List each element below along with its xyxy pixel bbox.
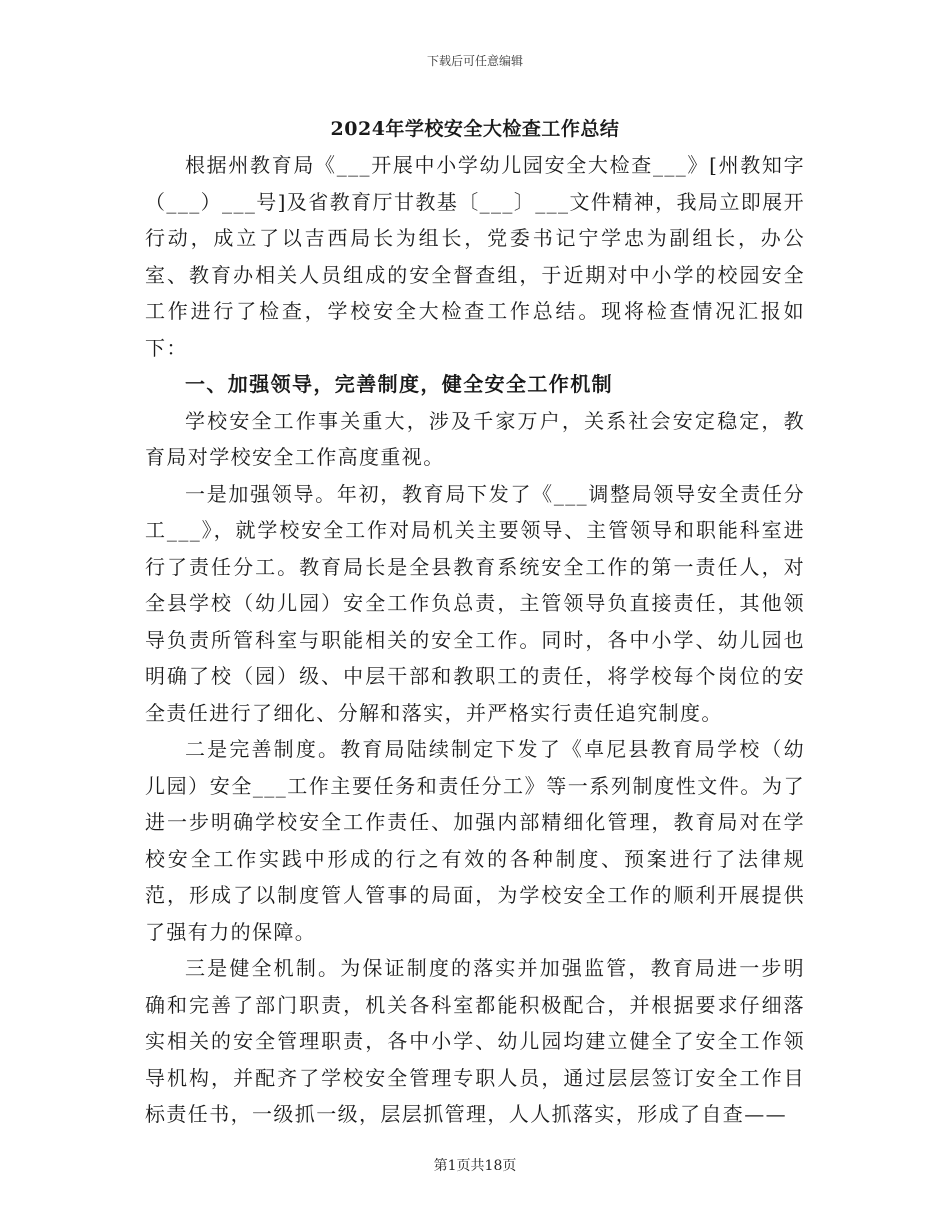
paragraph-mechanism: 三是健全机制。为保证制度的落实并加强监管，教育局进一步明确和完善了部门职责，机关各科室都能积极配合，并根据要求仔细落实相关的安全管理职责，各中小学、幼儿园均建立健全了安全工作领导机构，并配齐了学校安全管理专职人员，通过层层签订安全工作目标责任书，一级抓一级，层层抓管理，人人抓落实，形成了自查——	[145, 956, 805, 1126]
header-note: 下载后可任意编辑	[426, 54, 523, 68]
paragraph-leadership: 一是加强领导。年初，教育局下发了《___调整局领导安全责任分工___》，就学校安全工作对局机关主要领导、主管领导和职能科室进行了责任分工。教育局长是全县教育系统安全工作的第一责任人，对全县学校（幼儿园）安全工作负总责，主管领导负直接责任，其他领导负责所管科室与职能相关的安全工作。同时，各中小学、幼儿园也明确了校（园）级、中层干部和教职工的责任，将学校每个岗位的安全责任进行了细化、分解和落实，并严格实行责任追究制度。	[145, 481, 805, 725]
paragraph-system: 二是完善制度。教育局陆续制定下发了《卓尼县教育局学校（幼儿园）安全___工作主要任务和责任分工》等一系列制度性文件。为了进一步明确学校安全工作责任、加强内部精细化管理，教育局对在学校安全工作实践中形成的行之有效的各种制度、预案进行了法律规范，形成了以制度管人管事的局面，为学校安全工作的顺利开展提供了强有力的保障。	[145, 737, 805, 944]
page-footer: 第1页共18页	[433, 1158, 517, 1174]
paragraph-overview: 学校安全工作事关重大，涉及千家万户，关系社会安定稳定，教育局对学校安全工作高度重视。	[145, 408, 805, 469]
document-body	[145, 147, 805, 1133]
paragraph-intro: 根据州教育局《___开展中小学幼儿园安全大检查___》[州教知字（___）___号]及省教育厅甘教基〔___〕___文件精神，我局立即展开行动，成立了以吉西局长为组长，党委书记宁学忠为副组长，办公室、教育办相关人员组成的安全督查组，于近期对中小学的校园安全工作进行了检查，学校安全大检查工作总结。现将检查情况汇报如下：	[145, 153, 805, 360]
section-heading-1: 一、加强领导，完善制度，健全安全工作机制	[185, 372, 613, 396]
document-title: 2024年学校安全大检查工作总结	[330, 118, 620, 140]
